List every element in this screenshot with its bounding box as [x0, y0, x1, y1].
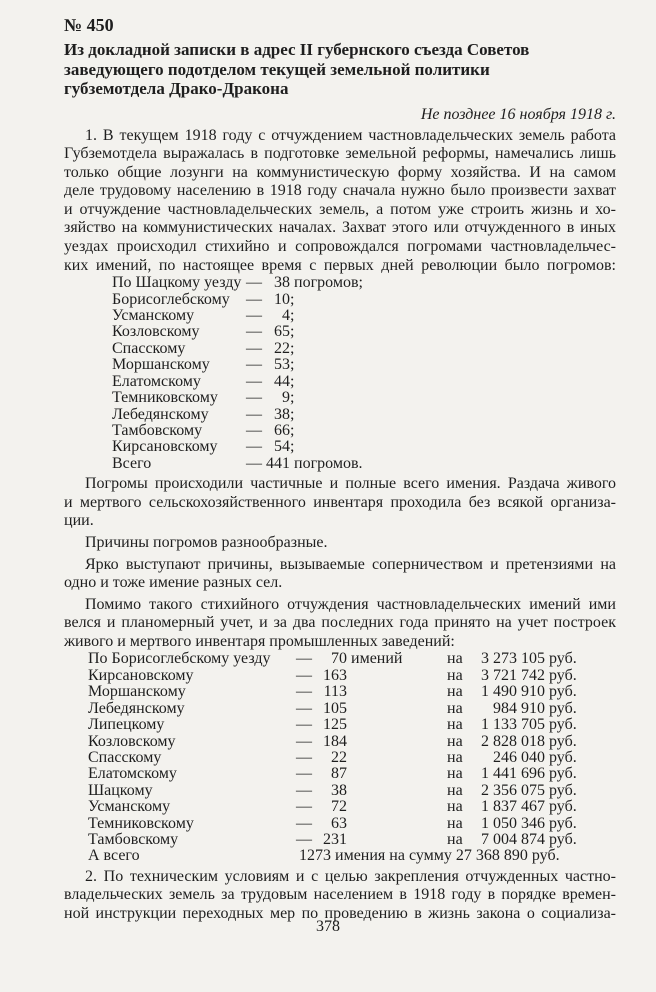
- text-line: 1. В текущем 1918 году с отчуждением частновладельческих земель работа: [85, 126, 616, 144]
- amount: 7 004 874: [481, 830, 545, 848]
- table-row: [112, 324, 363, 340]
- currency: руб.: [549, 683, 577, 701]
- suffix: ;: [290, 372, 295, 390]
- suffix: ;: [290, 421, 295, 439]
- paragraph-3: [64, 534, 616, 553]
- estates-total-row: [88, 848, 577, 864]
- dash: —: [246, 356, 262, 374]
- na: на: [447, 814, 463, 832]
- table-row: [112, 407, 363, 423]
- uezd-name: Моршанскому: [112, 356, 210, 374]
- text-line: владельческих земель за трудовым населением в 1918 году в порядке времен-: [64, 886, 616, 904]
- na: на: [447, 830, 463, 848]
- dash: —: [296, 814, 312, 832]
- text-line: Губземотдела выражалась в подготовке земельной реформы, намечались лишь: [64, 145, 616, 163]
- amount: 1 441 696: [481, 765, 545, 783]
- na: на: [447, 650, 463, 668]
- document-title: [64, 40, 616, 99]
- dash: —: [246, 389, 262, 407]
- pogroms-table: [112, 275, 363, 472]
- suffix: ;: [290, 438, 295, 456]
- paragraph-6: [64, 868, 616, 924]
- unit: [347, 816, 447, 832]
- amount: 2 828 018: [481, 732, 545, 750]
- pogrom-count: 9: [282, 389, 290, 407]
- text-line: Ярко выступают причины, вызываемые соперничеством и претензиями на: [85, 555, 616, 573]
- dash: —: [296, 798, 312, 816]
- uezd-name: Шацкому: [88, 781, 153, 799]
- text-line: живого и мертвого инвентаря промышленных заведений:: [64, 632, 455, 650]
- table-row: [112, 456, 363, 472]
- pogrom-count: 441: [266, 454, 290, 472]
- text-line: Помимо такого стихийного отчуждения частновладельческих имений ими: [85, 595, 616, 613]
- pogrom-count: 44: [274, 372, 290, 390]
- paragraph-4: [64, 556, 616, 593]
- suffix: ;: [290, 356, 295, 374]
- text-line: ной инструкции переходных мер по проведению в жизнь закона о социализа-: [64, 904, 616, 922]
- na: на: [447, 798, 463, 816]
- pogrom-count: 10: [274, 290, 290, 308]
- text-line: одно и тоже имение разных сел.: [64, 574, 283, 592]
- dash: —: [296, 765, 312, 783]
- unit: [347, 701, 447, 717]
- amount: 1 133 705: [481, 716, 545, 734]
- paragraph-2: [64, 475, 616, 531]
- title-line: заведующего подотделом текущей земельной политики: [64, 59, 490, 79]
- uezd-name: Темниковскому: [112, 389, 218, 407]
- amount: 246 040: [493, 748, 545, 766]
- pogrom-count: 38: [274, 405, 290, 423]
- estate-count: 163: [323, 666, 347, 684]
- suffix: ;: [290, 323, 295, 341]
- currency: руб.: [549, 716, 577, 734]
- unit: [347, 832, 447, 848]
- uezd-name: Моршанскому: [88, 683, 186, 701]
- dash: —: [246, 290, 262, 308]
- table-row: [112, 374, 363, 390]
- currency: руб.: [549, 765, 577, 783]
- suffix: ;: [290, 389, 295, 407]
- na: на: [447, 732, 463, 750]
- table-row: [88, 816, 577, 832]
- currency: руб.: [549, 830, 577, 848]
- unit: [347, 668, 447, 684]
- estate-count: 22: [331, 748, 347, 766]
- currency: руб.: [549, 748, 577, 766]
- unit: [347, 766, 447, 782]
- na: на: [447, 666, 463, 684]
- currency: руб.: [549, 732, 577, 750]
- table-row: [88, 701, 577, 717]
- document-number: № 450: [64, 15, 114, 35]
- title-line: Из докладной записки в адрес II губернского съезда Советов: [64, 40, 530, 59]
- dash: —: [246, 339, 262, 357]
- currency: руб.: [549, 798, 577, 816]
- dash: —: [296, 683, 312, 701]
- text-line: 2. По техническим условиям и с целью закрепления отчужденных частно-: [85, 867, 616, 885]
- suffix: погромов;: [294, 274, 363, 292]
- estate-count: 231: [323, 830, 347, 848]
- estate-count: 72: [331, 798, 347, 816]
- uezd-name: Елатомскому: [88, 765, 177, 783]
- table-row: [88, 766, 577, 782]
- na: на: [447, 683, 463, 701]
- pogrom-count: 54: [274, 438, 290, 456]
- table-row: [112, 292, 363, 308]
- table-row: [112, 308, 363, 324]
- estate-count: 63: [331, 814, 347, 832]
- dash: —: [296, 699, 312, 717]
- estate-count: 87: [331, 765, 347, 783]
- table-row: [112, 423, 363, 439]
- uezd-name: Лебедянскому: [88, 699, 185, 717]
- na: на: [447, 716, 463, 734]
- document-page: [64, 14, 616, 924]
- text-line: ких имений, по настоящее время с первых дней революции было погромов:: [64, 256, 616, 274]
- suffix: ;: [290, 290, 295, 308]
- pogrom-count: 22: [274, 339, 290, 357]
- table-row: [88, 783, 577, 799]
- uezd-name: По Шацкому уезду: [112, 274, 242, 292]
- uezd-name: По Борисоглебскому уезду: [88, 650, 271, 668]
- suffix: ;: [290, 405, 295, 423]
- currency: руб.: [549, 650, 577, 668]
- uezd-name: Тамбовскому: [88, 830, 179, 848]
- document-date: Не позднее 16 ноября 1918 г.: [420, 105, 616, 123]
- text-line: и отчуждение частновладельческих земель, а потом уже строить жизнь и хо-: [64, 200, 616, 218]
- estate-count: 113: [323, 683, 347, 701]
- uezd-name: Козловскому: [112, 323, 200, 341]
- na: на: [447, 765, 463, 783]
- amount: 984 910: [493, 699, 545, 717]
- pogrom-count: 66: [274, 421, 290, 439]
- pogrom-count: 53: [274, 356, 290, 374]
- na: на: [447, 748, 463, 766]
- unit: [347, 799, 447, 815]
- suffix: ;: [290, 339, 295, 357]
- dash: —: [246, 454, 262, 472]
- dash: —: [296, 830, 312, 848]
- currency: руб.: [549, 666, 577, 684]
- na: на: [447, 781, 463, 799]
- uezd-name: Борисоглебскому: [112, 290, 230, 308]
- dash: —: [246, 307, 262, 325]
- amount: 1 837 467: [481, 798, 545, 816]
- text-line: зяйство на коммунистических началах. Захват этого или отчужденного в иных: [64, 219, 616, 237]
- table-row: [112, 275, 363, 291]
- amount: 1 490 910: [481, 683, 545, 701]
- estates-table: [88, 651, 577, 864]
- pogrom-count: 38: [274, 274, 290, 292]
- page-number: 378: [316, 918, 340, 935]
- dash: —: [246, 372, 262, 390]
- uezd-name: Елатомскому: [112, 372, 201, 390]
- dash: —: [296, 781, 312, 799]
- uezd-name: Липецкому: [88, 716, 165, 734]
- suffix: ;: [290, 307, 295, 325]
- table-row: [88, 668, 577, 684]
- text-line: уездах происходил стихийно и сопровождался погромами частновладельчес-: [64, 238, 616, 256]
- currency: руб.: [549, 699, 577, 717]
- uezd-name: Кирсановскому: [88, 666, 194, 684]
- currency: руб.: [549, 781, 577, 799]
- unit: [347, 783, 447, 799]
- uezd-name: Темниковскому: [88, 814, 194, 832]
- table-row: [88, 832, 577, 848]
- unit: [347, 734, 447, 750]
- pogrom-count: 4: [282, 307, 290, 325]
- paragraph-5: [64, 596, 616, 652]
- text-line: Причины погромов разнообразные.: [85, 533, 328, 551]
- amount: 2 356 075: [481, 781, 545, 799]
- text-line: Погромы происходили частичные и полные всего имения. Раздача живого: [85, 475, 616, 493]
- table-row: [112, 341, 363, 357]
- text-line: только общие лозунги на коммунистическую форму хозяйства. И на самом: [64, 163, 616, 181]
- uezd-name: Усманскому: [88, 798, 171, 816]
- dash: —: [246, 405, 262, 423]
- dash: —: [246, 421, 262, 439]
- table-row: [88, 651, 577, 667]
- text-line: и мертвого сельскохозяйственного инвентаря проходила без всякой организа-: [64, 493, 616, 511]
- pogrom-count: 65: [274, 323, 290, 341]
- estate-count: 70: [331, 650, 347, 668]
- uezd-name: Всего: [112, 454, 152, 472]
- dash: —: [296, 666, 312, 684]
- total-label: А всего: [88, 847, 140, 865]
- dash: —: [246, 323, 262, 341]
- text-line: деле трудовому населению в 1918 году сначала нужно было произвести захват: [64, 182, 616, 200]
- dash: —: [296, 650, 312, 668]
- amount: 3 273 105: [481, 650, 545, 668]
- dash: —: [246, 274, 262, 292]
- na: на: [447, 699, 463, 717]
- table-row: [88, 684, 577, 700]
- dash: —: [296, 748, 312, 766]
- title-line: губземотдела Драко-Дракона: [64, 79, 289, 98]
- dash: —: [296, 732, 312, 750]
- total-text: 1273 имения на сумму 27 368 890 руб.: [299, 847, 560, 865]
- table-row: [88, 734, 577, 750]
- table-row: [112, 390, 363, 406]
- uezd-name: Спасскому: [112, 339, 186, 357]
- suffix: погромов.: [294, 454, 363, 472]
- amount: 1 050 346: [481, 814, 545, 832]
- currency: руб.: [549, 814, 577, 832]
- unit: имений: [351, 650, 403, 668]
- uezd-name: Спасскому: [88, 748, 162, 766]
- table-row: [88, 750, 577, 766]
- text-line: ции.: [64, 512, 94, 530]
- uezd-name: Усманскому: [112, 307, 195, 325]
- uezd-name: Козловскому: [88, 732, 176, 750]
- unit: [347, 684, 447, 700]
- estate-count: 125: [323, 716, 347, 734]
- table-row: [88, 799, 577, 815]
- paragraph-1: [64, 127, 616, 276]
- uezd-name: Лебедянскому: [112, 405, 209, 423]
- uezd-name: Тамбовскому: [112, 421, 203, 439]
- dash: —: [296, 716, 312, 734]
- table-row: [112, 439, 363, 455]
- amount: 3 721 742: [481, 666, 545, 684]
- unit: [347, 717, 447, 733]
- dash: —: [246, 438, 262, 456]
- table-row: [88, 717, 577, 733]
- estate-count: 38: [331, 781, 347, 799]
- text-line: велся и планомерный учет, и за два последних года принято на учет построек: [64, 614, 616, 632]
- estate-count: 184: [323, 732, 347, 750]
- unit: [347, 750, 447, 766]
- table-row: [112, 357, 363, 373]
- uezd-name: Кирсановскому: [112, 438, 218, 456]
- estate-count: 105: [323, 699, 347, 717]
